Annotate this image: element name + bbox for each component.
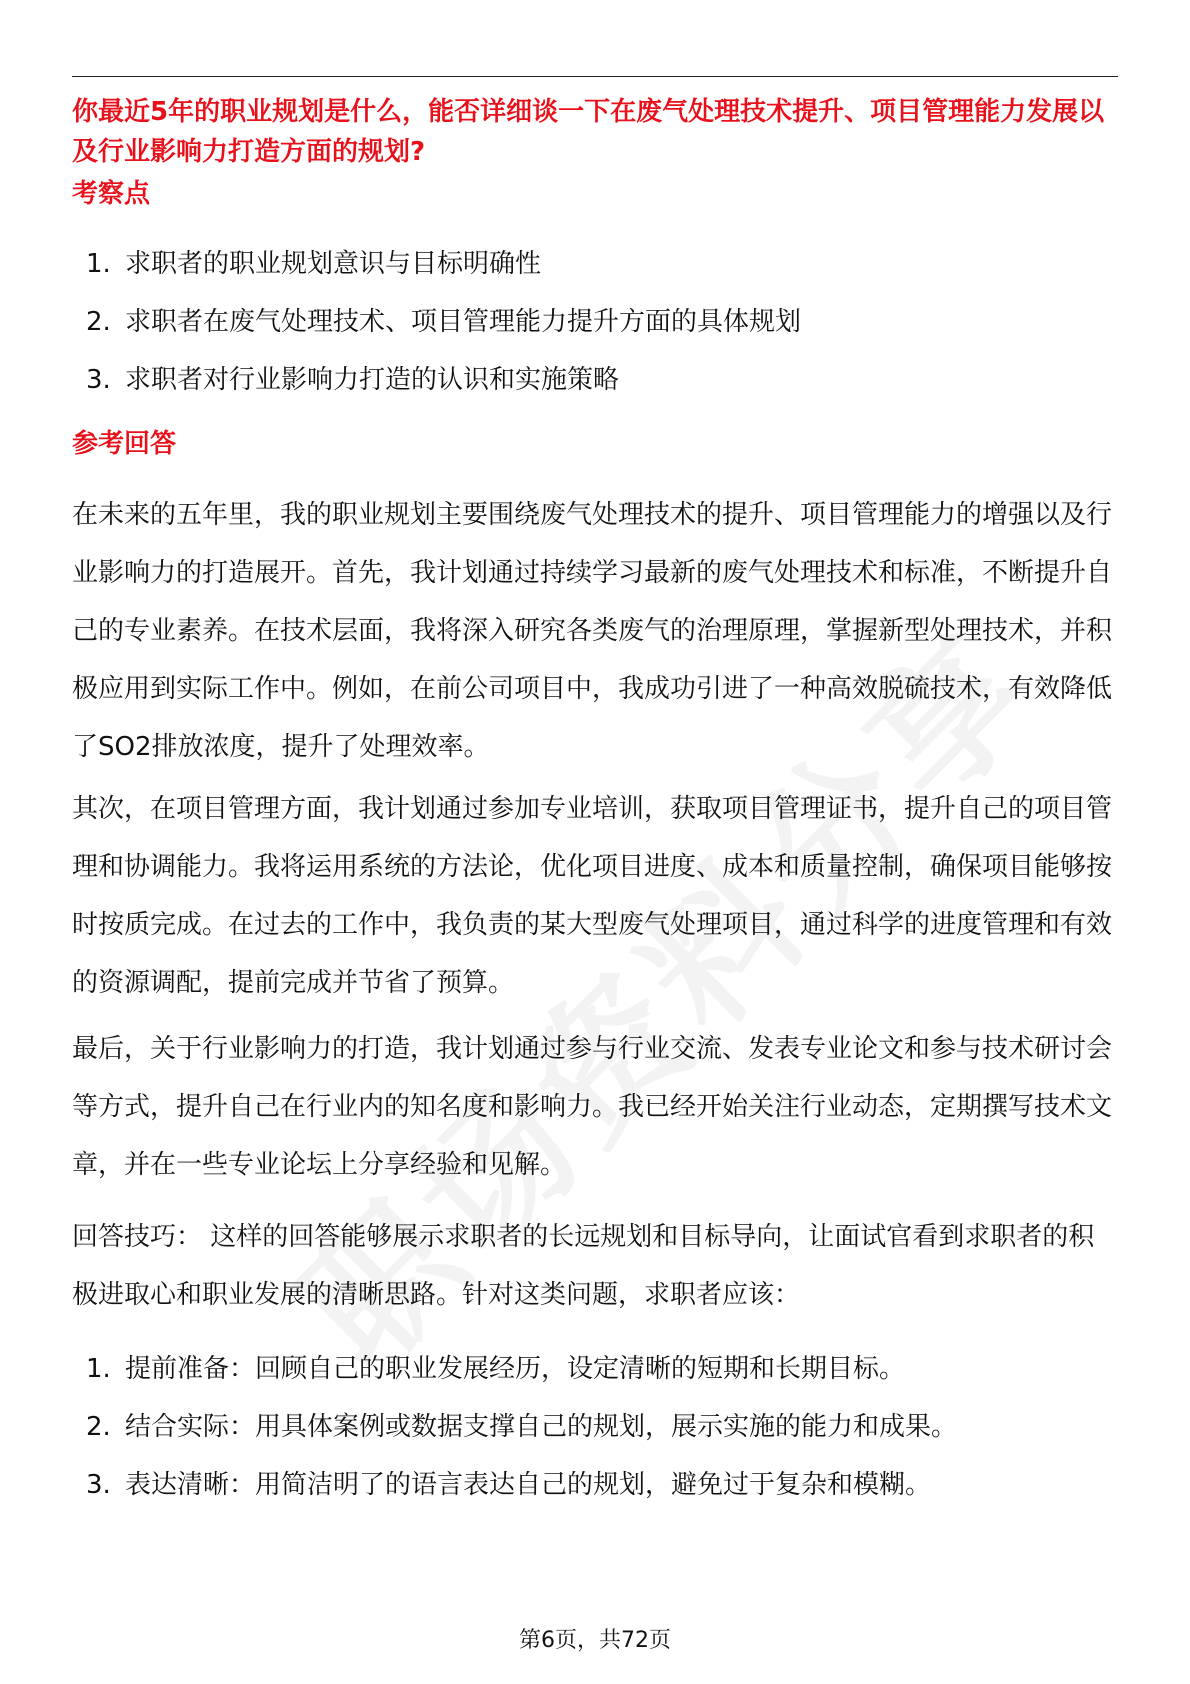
list-item xyxy=(72,235,1120,293)
list-number: 2. xyxy=(86,1412,111,1442)
list-number: 3. xyxy=(86,1470,111,1500)
answer-tips-paragraph: 回答技巧： 这样的回答能够展示求职者的长远规划和目标导向，让面试官看到求职者的积极进取心和职业发展的清晰思路。针对这类问题，求职者应该： xyxy=(72,1222,1095,1310)
exam-points-title: 考察点 xyxy=(72,179,151,209)
exam-points-list xyxy=(72,235,1120,409)
list-item xyxy=(72,1398,1120,1456)
list-item xyxy=(72,293,1120,351)
list-item xyxy=(72,1340,1120,1398)
list-text: 表达清晰：用简洁明了的语言表达自己的规划，避免过于复杂和模糊。 xyxy=(125,1470,932,1500)
page-footer: 第6页，共72页 xyxy=(519,1628,671,1653)
answer-paragraph: 最后，关于行业影响力的打造，我计划通过参与行业交流、发表专业论文和参与技术研讨会等方式，提升自己在行业内的知名度和影响力。我已经开始关注行业动态，定期撰写技术文章，并在一些专业论坛上分享经验和见解。 xyxy=(72,1034,1113,1180)
list-number: 1. xyxy=(86,249,111,279)
list-text: 求职者的职业规划意识与目标明确性 xyxy=(125,249,542,279)
reference-answer-title: 参考回答 xyxy=(72,429,177,459)
list-text: 求职者对行业影响力打造的认识和实施策略 xyxy=(125,365,620,395)
list-text: 结合实际：用具体案例或数据支撑自己的规划，展示实施的能力和成果。 xyxy=(125,1412,958,1442)
header-rule xyxy=(72,76,1118,77)
list-text: 求职者在废气处理技术、项目管理能力提升方面的具体规划 xyxy=(125,307,802,337)
list-item xyxy=(72,1456,1120,1514)
question-heading: 你最近5年的职业规划是什么，能否详细谈一下在废气处理技术提升、项目管理能力发展以及行业影响力打造方面的规划? xyxy=(72,97,1105,167)
list-number: 2. xyxy=(86,307,111,337)
list-text: 提前准备：回顾自己的职业发展经历，设定清晰的短期和长期目标。 xyxy=(125,1354,906,1384)
list-item xyxy=(72,351,1120,409)
answer-paragraph: 在未来的五年里，我的职业规划主要围绕废气处理技术的提升、项目管理能力的增强以及行业影响力的打造展开。首先，我计划通过持续学习最新的废气处理技术和标准，不断提升自己的专业素养。在技术层面，我将深入研究各类废气的治理原理，掌握新型处理技术，并积极应用到实际工作中。例如，在前公司项目中，我成功引进了一种高效脱硫技术，有效降低了SO2排放浓度，提升了处理效率。 xyxy=(72,500,1113,762)
list-number: 1. xyxy=(86,1354,111,1384)
list-number: 3. xyxy=(86,365,111,395)
answer-paragraph: 其次，在项目管理方面，我计划通过参加专业培训，获取项目管理证书，提升自己的项目管理和协调能力。我将运用系统的方法论，优化项目进度、成本和质量控制，确保项目能够按时按质完成。在过去的工作中，我负责的某大型废气处理项目，通过科学的进度管理和有效的资源调配，提前完成并节省了预算。 xyxy=(72,794,1113,998)
tips-list xyxy=(72,1340,1120,1514)
